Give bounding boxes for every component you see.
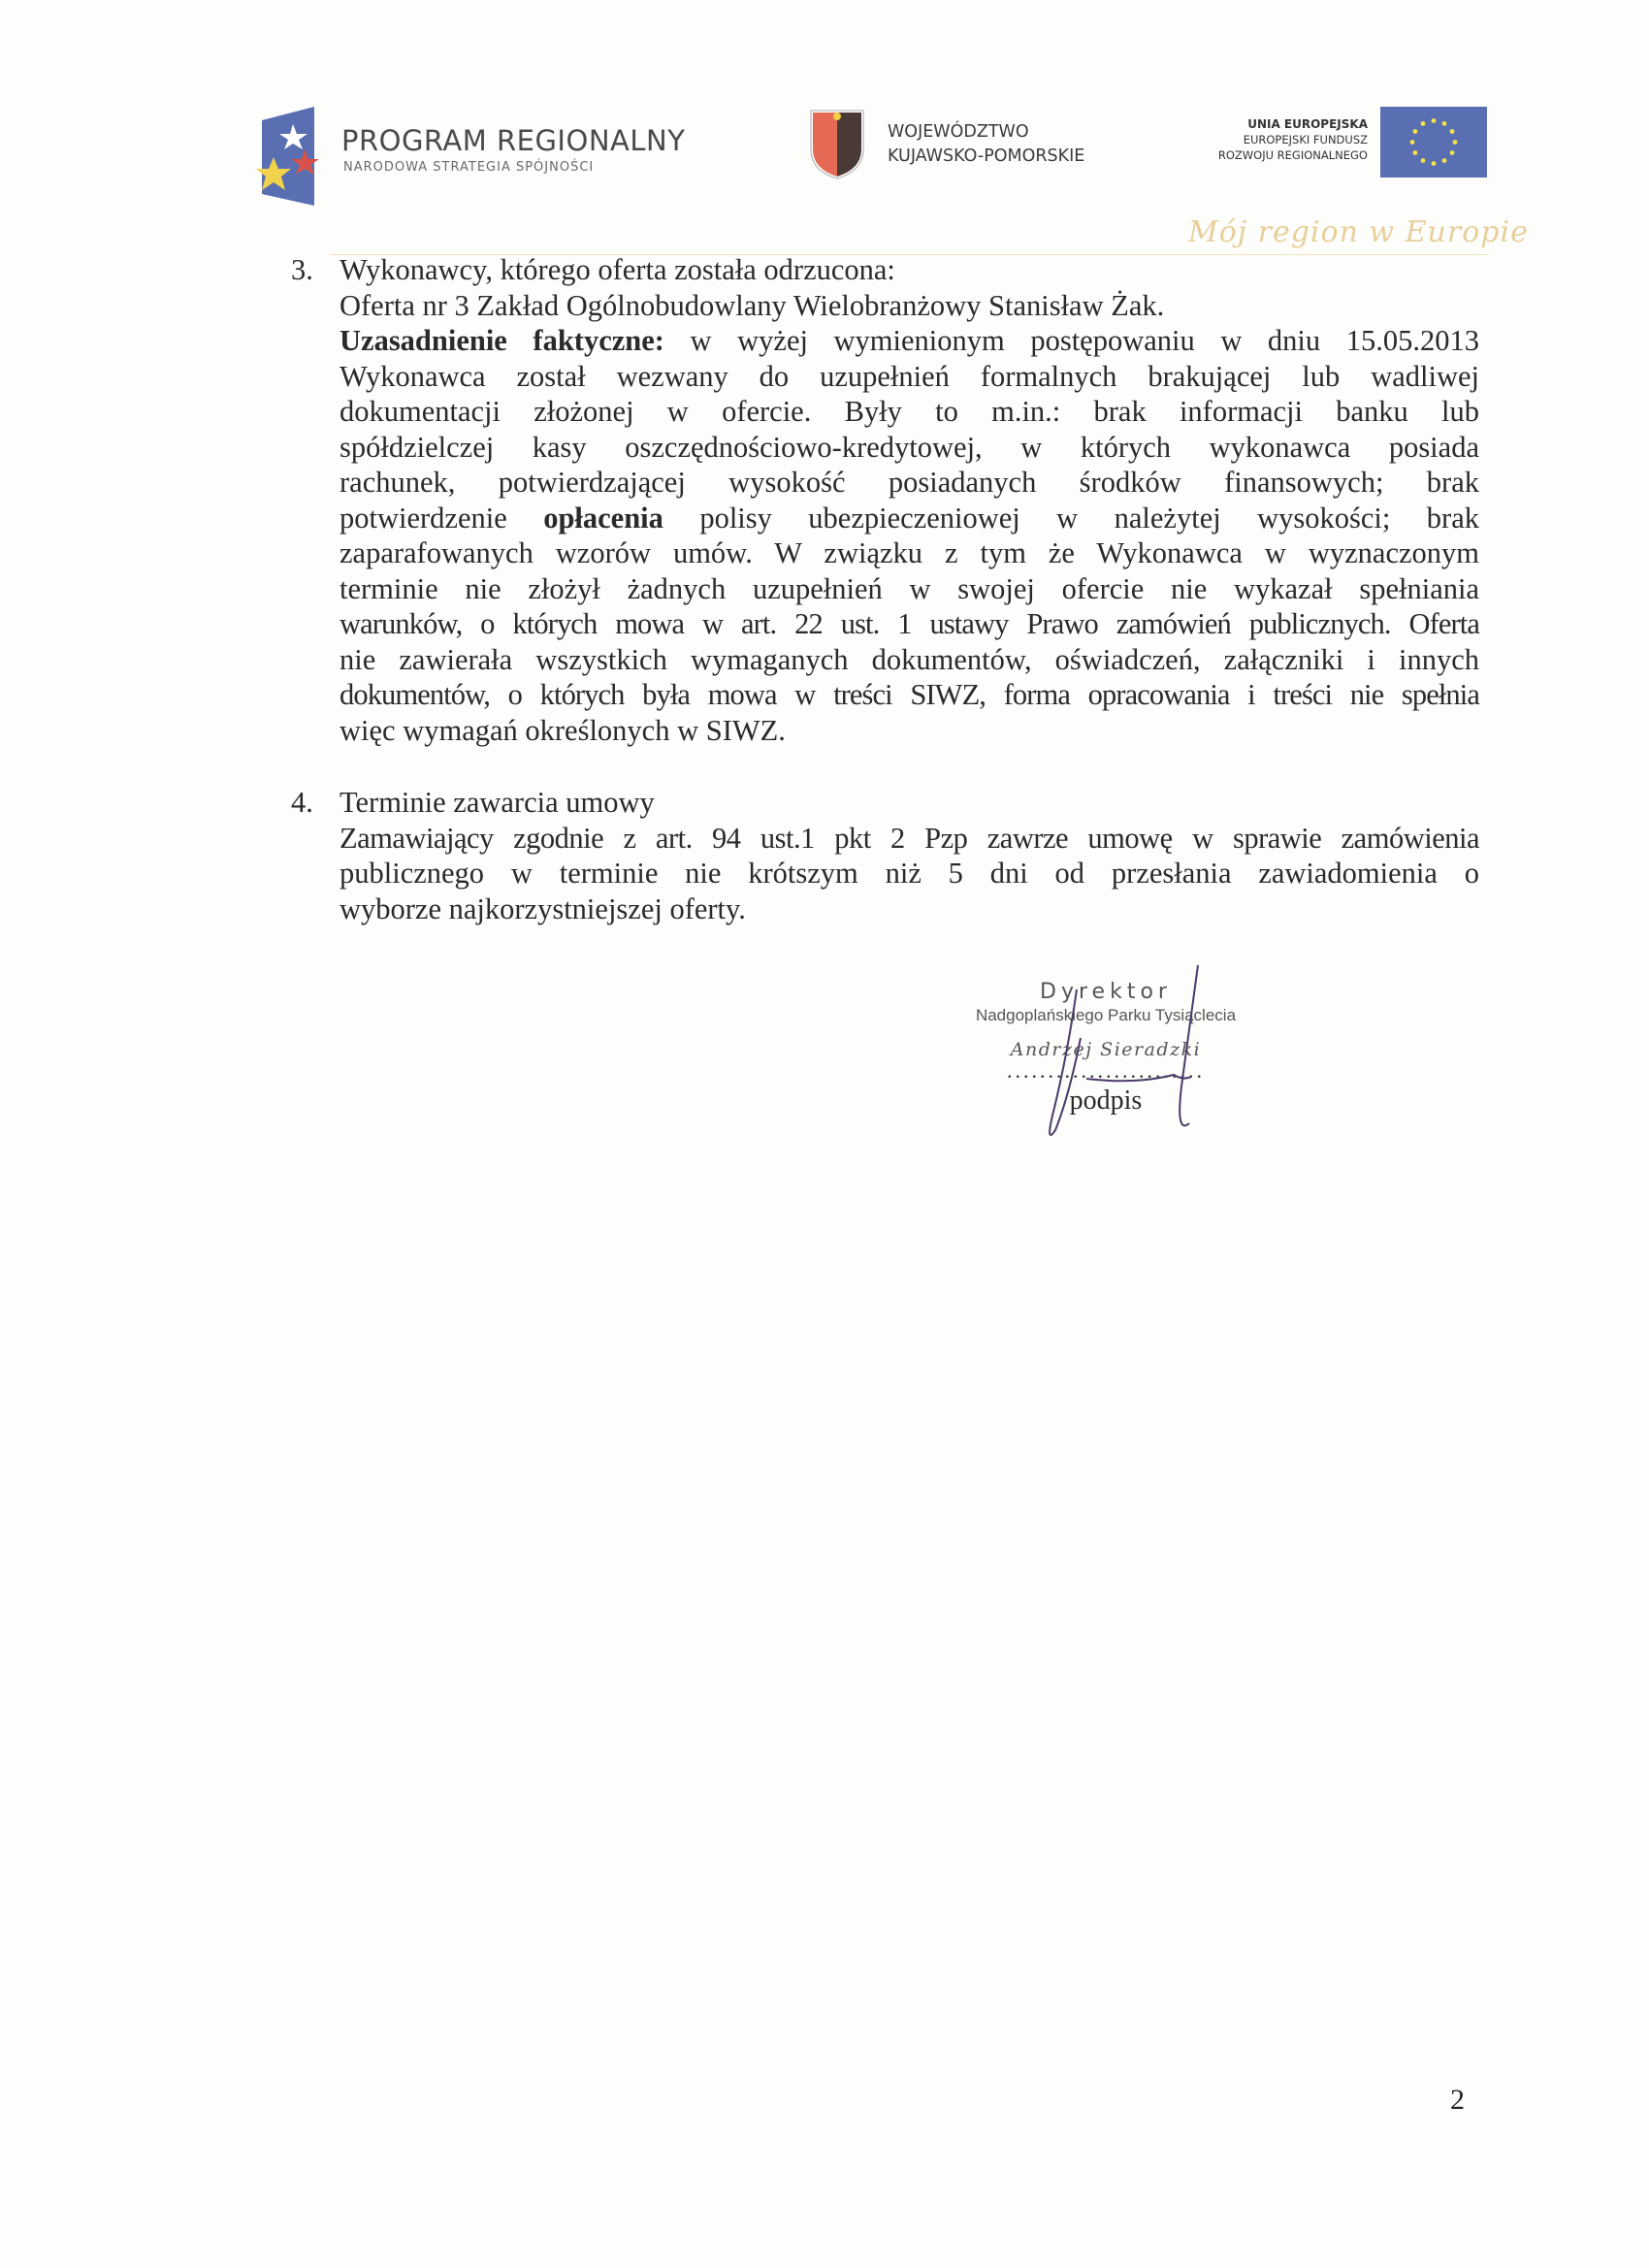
paragraph-line: terminie nie złożył żadnych uzupełnień w swojej ofercie nie wykazał spełniania xyxy=(340,571,1479,605)
eu-star-icon xyxy=(1453,140,1458,145)
eu-star-icon xyxy=(1450,150,1455,155)
section-3 xyxy=(291,252,1479,748)
program-title: PROGRAM REGIONALNY xyxy=(341,124,686,157)
voivodeship-crest-icon xyxy=(807,107,867,180)
justification-label: Uzasadnienie faktyczne: xyxy=(340,324,664,357)
signature-block xyxy=(951,980,1261,1117)
bold-word: opłacenia xyxy=(543,501,663,535)
signature-label: podpis xyxy=(1069,1085,1143,1116)
offer-line: Oferta nr 3 Zakład Ogólnobudowlany Wielobranżowy Stanisław Żak. xyxy=(340,288,1165,322)
paragraph-line: więc wymagań określonych w SIWZ. xyxy=(340,713,786,747)
paragraph-line: Zamawiający zgodnie z art. 94 ust.1 pkt 2 Pzp zawrze umowę w sprawie zamówienia xyxy=(340,821,1479,855)
eu-star-icon xyxy=(1413,150,1418,155)
voivodeship-name xyxy=(888,120,1084,169)
voivodeship-line1: WOJEWÓDZTWO xyxy=(888,122,1029,142)
eu-flag-icon xyxy=(1380,107,1487,178)
document-body xyxy=(291,252,1479,926)
paragraph-line: warunków, o których mowa w art. 22 ust. 1 ustawy Prawo zamówień publicznych. Oferta xyxy=(340,607,1479,640)
paragraph-line: zaparafowanych wzorów umów. W związku z tym że Wykonawca w wyznaczonym xyxy=(340,536,1479,569)
eu-star-icon xyxy=(1421,158,1426,163)
paragraph-line: nie zawierała wszystkich wymaganych dokumentów, oświadczeń, załączniki i innych xyxy=(340,642,1479,676)
signature-name: Andrzej Sieradzki xyxy=(1010,1039,1202,1060)
section-heading: Terminie zawarcia umowy xyxy=(340,786,655,819)
paragraph-line: wyborze najkorzystniejszej oferty. xyxy=(340,891,746,925)
eu-star-icon xyxy=(1442,121,1447,126)
section-number: 3. xyxy=(291,253,313,286)
paragraph-line: Wykonawca został wezwany do uzupełnień formalnych brakującej lub wadliwej xyxy=(340,359,1479,393)
signature-organization: Nadgoplańskiego Parku Tysiąclecia xyxy=(975,1006,1237,1024)
section-4 xyxy=(291,785,1479,926)
paragraph-line: dokumentów, o których była mowa w treści SIWZ, forma opracowania i treści nie spełnia xyxy=(340,678,1479,711)
eu-line3: ROZWOJU REGIONALNEGO xyxy=(1217,148,1368,162)
eu-fund-text xyxy=(1164,116,1368,163)
eu-line1: UNIA EUROPEJSKA xyxy=(1247,117,1368,131)
program-regionalny-logo xyxy=(254,107,322,206)
voivodeship-line2: KUJAWSKO-POMORSKIE xyxy=(888,146,1085,166)
paragraph-line: spółdzielczej kasy oszczędnościowo-kredytowej, w których wykonawca posiada xyxy=(340,430,1479,464)
program-subtitle: NARODOWA STRATEGIA SPÓJNOŚCI xyxy=(343,160,595,175)
section-number: 4. xyxy=(291,786,313,819)
paragraph-line: potwierdzenie opłacenia polisy ubezpieczeniowej w należytej wysokości; brak xyxy=(340,501,1479,535)
section-heading: Wykonawcy, którego oferta została odrzucona: xyxy=(340,253,895,286)
motto: Mój region w Europie xyxy=(1188,215,1529,249)
eu-star-icon xyxy=(1410,140,1415,145)
eu-star-icon xyxy=(1450,129,1455,134)
eu-star-icon xyxy=(1442,158,1447,163)
signature-title: Dyrektor xyxy=(1040,980,1172,1004)
paragraph-line: dokumentacji złożonej w ofercie. Były to m.in.: brak informacji banku lub xyxy=(340,395,1479,428)
paragraph-line: publicznego w terminie nie krótszym niż 5 dni od przesłania zawiadomienia o xyxy=(340,857,1479,890)
eu-star-icon xyxy=(1432,118,1437,123)
eu-star-icon xyxy=(1432,161,1437,166)
eu-line2: EUROPEJSKI FUNDUSZ xyxy=(1243,133,1368,146)
page-number: 2 xyxy=(1450,2084,1465,2116)
signature-dots: ........................ xyxy=(1007,1058,1205,1083)
paragraph-line: Uzasadnienie faktyczne: w wyżej wymienionym postępowaniu w dniu 15.05.2013 xyxy=(340,324,1479,357)
paragraph-line: rachunek, potwierdzającej wysokość posiadanych środków finansowych; brak xyxy=(340,466,1479,499)
eu-star-icon xyxy=(1413,129,1418,134)
eu-star-icon xyxy=(1421,121,1426,126)
